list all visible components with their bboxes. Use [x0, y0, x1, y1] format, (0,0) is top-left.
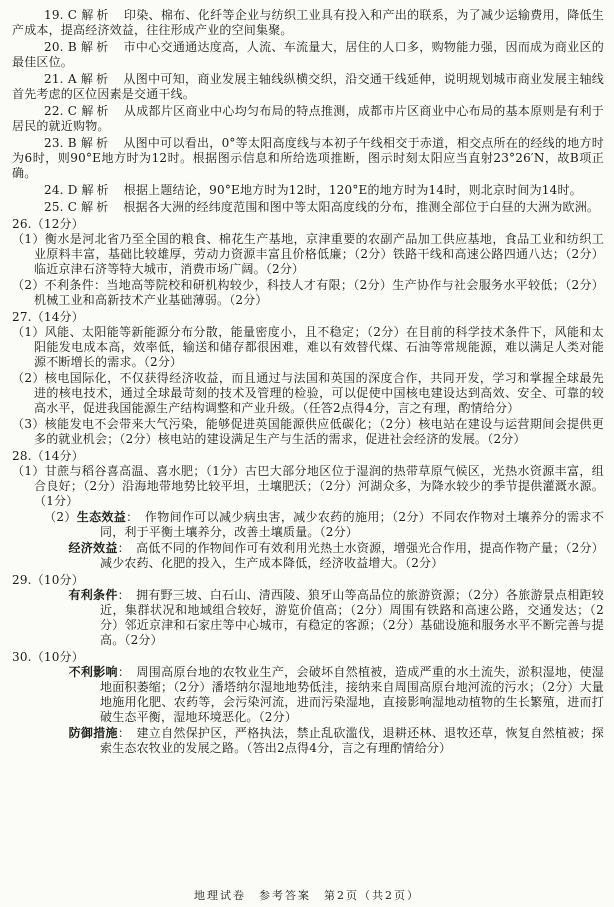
question-28-heading: 28.（14分）	[12, 449, 84, 463]
question-30-heading: 30.（10分）	[12, 650, 84, 664]
question-27-part-1: （1）风能、太阳能等新能源分布分散，能量密度小，且不稳定；（2分）在目前的科学技术条件下，风能和太阳能发电成本高，效率低，输送和储存都很困难，难以有效替代煤、石油等常规能源，难以满足人类对能源不断增长的需求。（2分）	[12, 325, 604, 369]
mc-answer-19: 19. C 解析 印染、棉布、化纤等企业与纺织工业具有投入和产出的联系，为了减少运输费用，降低生产成本，提高经济效益，往往形成产业的空间集聚。	[12, 8, 604, 37]
question-30-measures: 防御措施： 建立自然保护区，严格执法，禁止乱砍滥伐，退耕还林、退牧还草，恢复自然植被；探索生态农牧业的发展之路。（答出2点得4分，言之有理酌情给分）	[68, 726, 605, 755]
question-29-answer: 有利条件： 拥有野三坡、白石山、清西陵、狼牙山等高品位的旅游资源；（2分）各旅游景点相距较近，集群状况和地域组合较好，游览价值高；（2分）周围有铁路和高速公路，交通发达；（2分）邻近京津和石家庄等中心城市，有稳定的客源；（2分）基础设施和服务水平不断完善与提高。（2分）	[68, 588, 604, 647]
question-26	[12, 217, 604, 308]
adverse-impact-label: 不利影响	[68, 665, 118, 679]
question-29-heading: 29.（10分）	[12, 573, 84, 587]
mc-answer-25: 25. C 解析 根据各大洲的经纬度范围和图中等太阳高度线的分布，推测全部位于白昼的大洲为欧洲。	[44, 200, 600, 214]
question-29	[12, 573, 604, 648]
ecological-benefit-label: 生态效益	[76, 510, 127, 524]
mc-answer-20: 20. B 解析 市中心交通通达度高，人流、车流量大，居住的人口多，购物能力强，因而成为商业区的最佳区位。	[12, 40, 604, 69]
mc-answer-24: 24. D 解析 根据上题结论，90°E地方时为12时，120°E的地方时为14时，则北京时间为14时。	[44, 183, 582, 197]
question-26-part-2: （2）不利条件：当地高等院校和研机构较少，科技人才有限；（2分）生产协作与社会服务水平较低；（2分）机械工业和高新技术产业基础薄弱。（2分）	[12, 278, 604, 307]
question-30-impact: 不利影响： 周围高原台地的农牧业生产，会破坏自然植被，造成严重的水土流失，淤积湿地，使湿地面积萎缩；（2分）潘塔纳尔湿地地势低洼，接纳来自周围高原台地河流的污水；（2分）大量地施用化肥、农药等，会污染河流，进而污染湿地，直接影响湿地动植物的生长繁殖，进而打破生态平衡，湿地环境恶化。（2分）	[68, 665, 605, 724]
answer-content	[12, 8, 604, 757]
page-footer: 地理试卷 参考答案 第2页（共2页）	[194, 889, 420, 902]
mc-answer-21: 21. A 解析 从图中可知，商业发展主轴线纵横交织，沿交通干线延伸，说明规划城市商业发展主轴线首先考虑的区位因素是交通干线。	[12, 72, 604, 101]
mc-answer-22: 22. C 解析 从成都片区商业中心均匀布局的特点推测，成都市片区商业中心布局的基本原则是有利于居民的就近购物。	[12, 104, 604, 133]
question-28-part-2-ecological: （2）生态效益： 作物间作可以减少病虫害，减少农药的施用；（2分）不同农作物对土壤养分的需求不同，利于平衡土壤养分，改善土壤质量。（2分）	[44, 510, 604, 539]
question-27-part-3: （3）核能发电不会带来大气污染，能够促进英国能源供应低碳化；（2分）核电站在建设与运营期间会提供更多的就业机会；（2分）核电站的建设满足生产与生活的需求，促进社会经济的发展。（2分）	[12, 417, 604, 446]
mc-answer-23: 23. B 解析 从图中可以看出，0°等太阳高度线与本初子午线相交于赤道，相交点所在的经线的地方时为6时，则90°E地方时为12时。根据图示信息和所给选项推断，图示时刻太阳应当直射23°26′N，故B项正确。	[12, 136, 604, 180]
question-28-part-1: （1）甘蔗与稻谷喜高温、喜水肥；（1分）古巴大部分地区位于湿润的热带草原气候区，光热水资源丰富，组合良好；（2分）沿海地带地势比较平坦，土壤肥沃；（2分）河湖众多，为降水较少的季节提供灌溉水源。（1分）	[12, 464, 604, 508]
favorable-conditions-label: 有利条件	[68, 588, 118, 602]
question-26-part-1: （1）衡水是河北省乃至全国的粮食、棉花生产基地，京津重要的农副产品加工供应基地，食品工业和纺织工业原料丰富，基础比较雄厚，劳动力资源丰富且价格低廉；（2分）铁路干线和高速公路四通八达；（2分）临近京津石济等特大城市，消费市场广阔。（2分）	[12, 232, 604, 276]
question-27-heading: 27.（14分）	[12, 310, 84, 324]
question-26-heading: 26.（12分）	[12, 217, 84, 231]
economic-benefit-label: 经济效益	[68, 541, 118, 555]
question-27-part-2: （2）核电国际化，不仅获得经济收益，而且通过与法国和英国的深度合作，共同开发，学习和掌握全球最先进的核电技术，通过全球最苛刻的技术及管理的检验，可以促使中国核电建设达到高效、安全、可靠的较高水平，促进我国能源生产结构调整和产业升级。（任答2点得4分，言之有理，酌情给分）	[12, 371, 604, 415]
question-28	[12, 449, 604, 571]
question-30	[12, 650, 604, 756]
question-27	[12, 310, 604, 447]
question-28-part-2-economic: 经济效益： 高低不同的作物间作可有效利用光热土水资源，增强光合作用，提高作物产量；（2分）减少农药、化肥的投入，生产成本降低，经济收益增大。（2分）	[68, 541, 604, 570]
prevention-measures-label: 防御措施	[68, 726, 118, 740]
multiple-choice-answers	[12, 8, 604, 215]
